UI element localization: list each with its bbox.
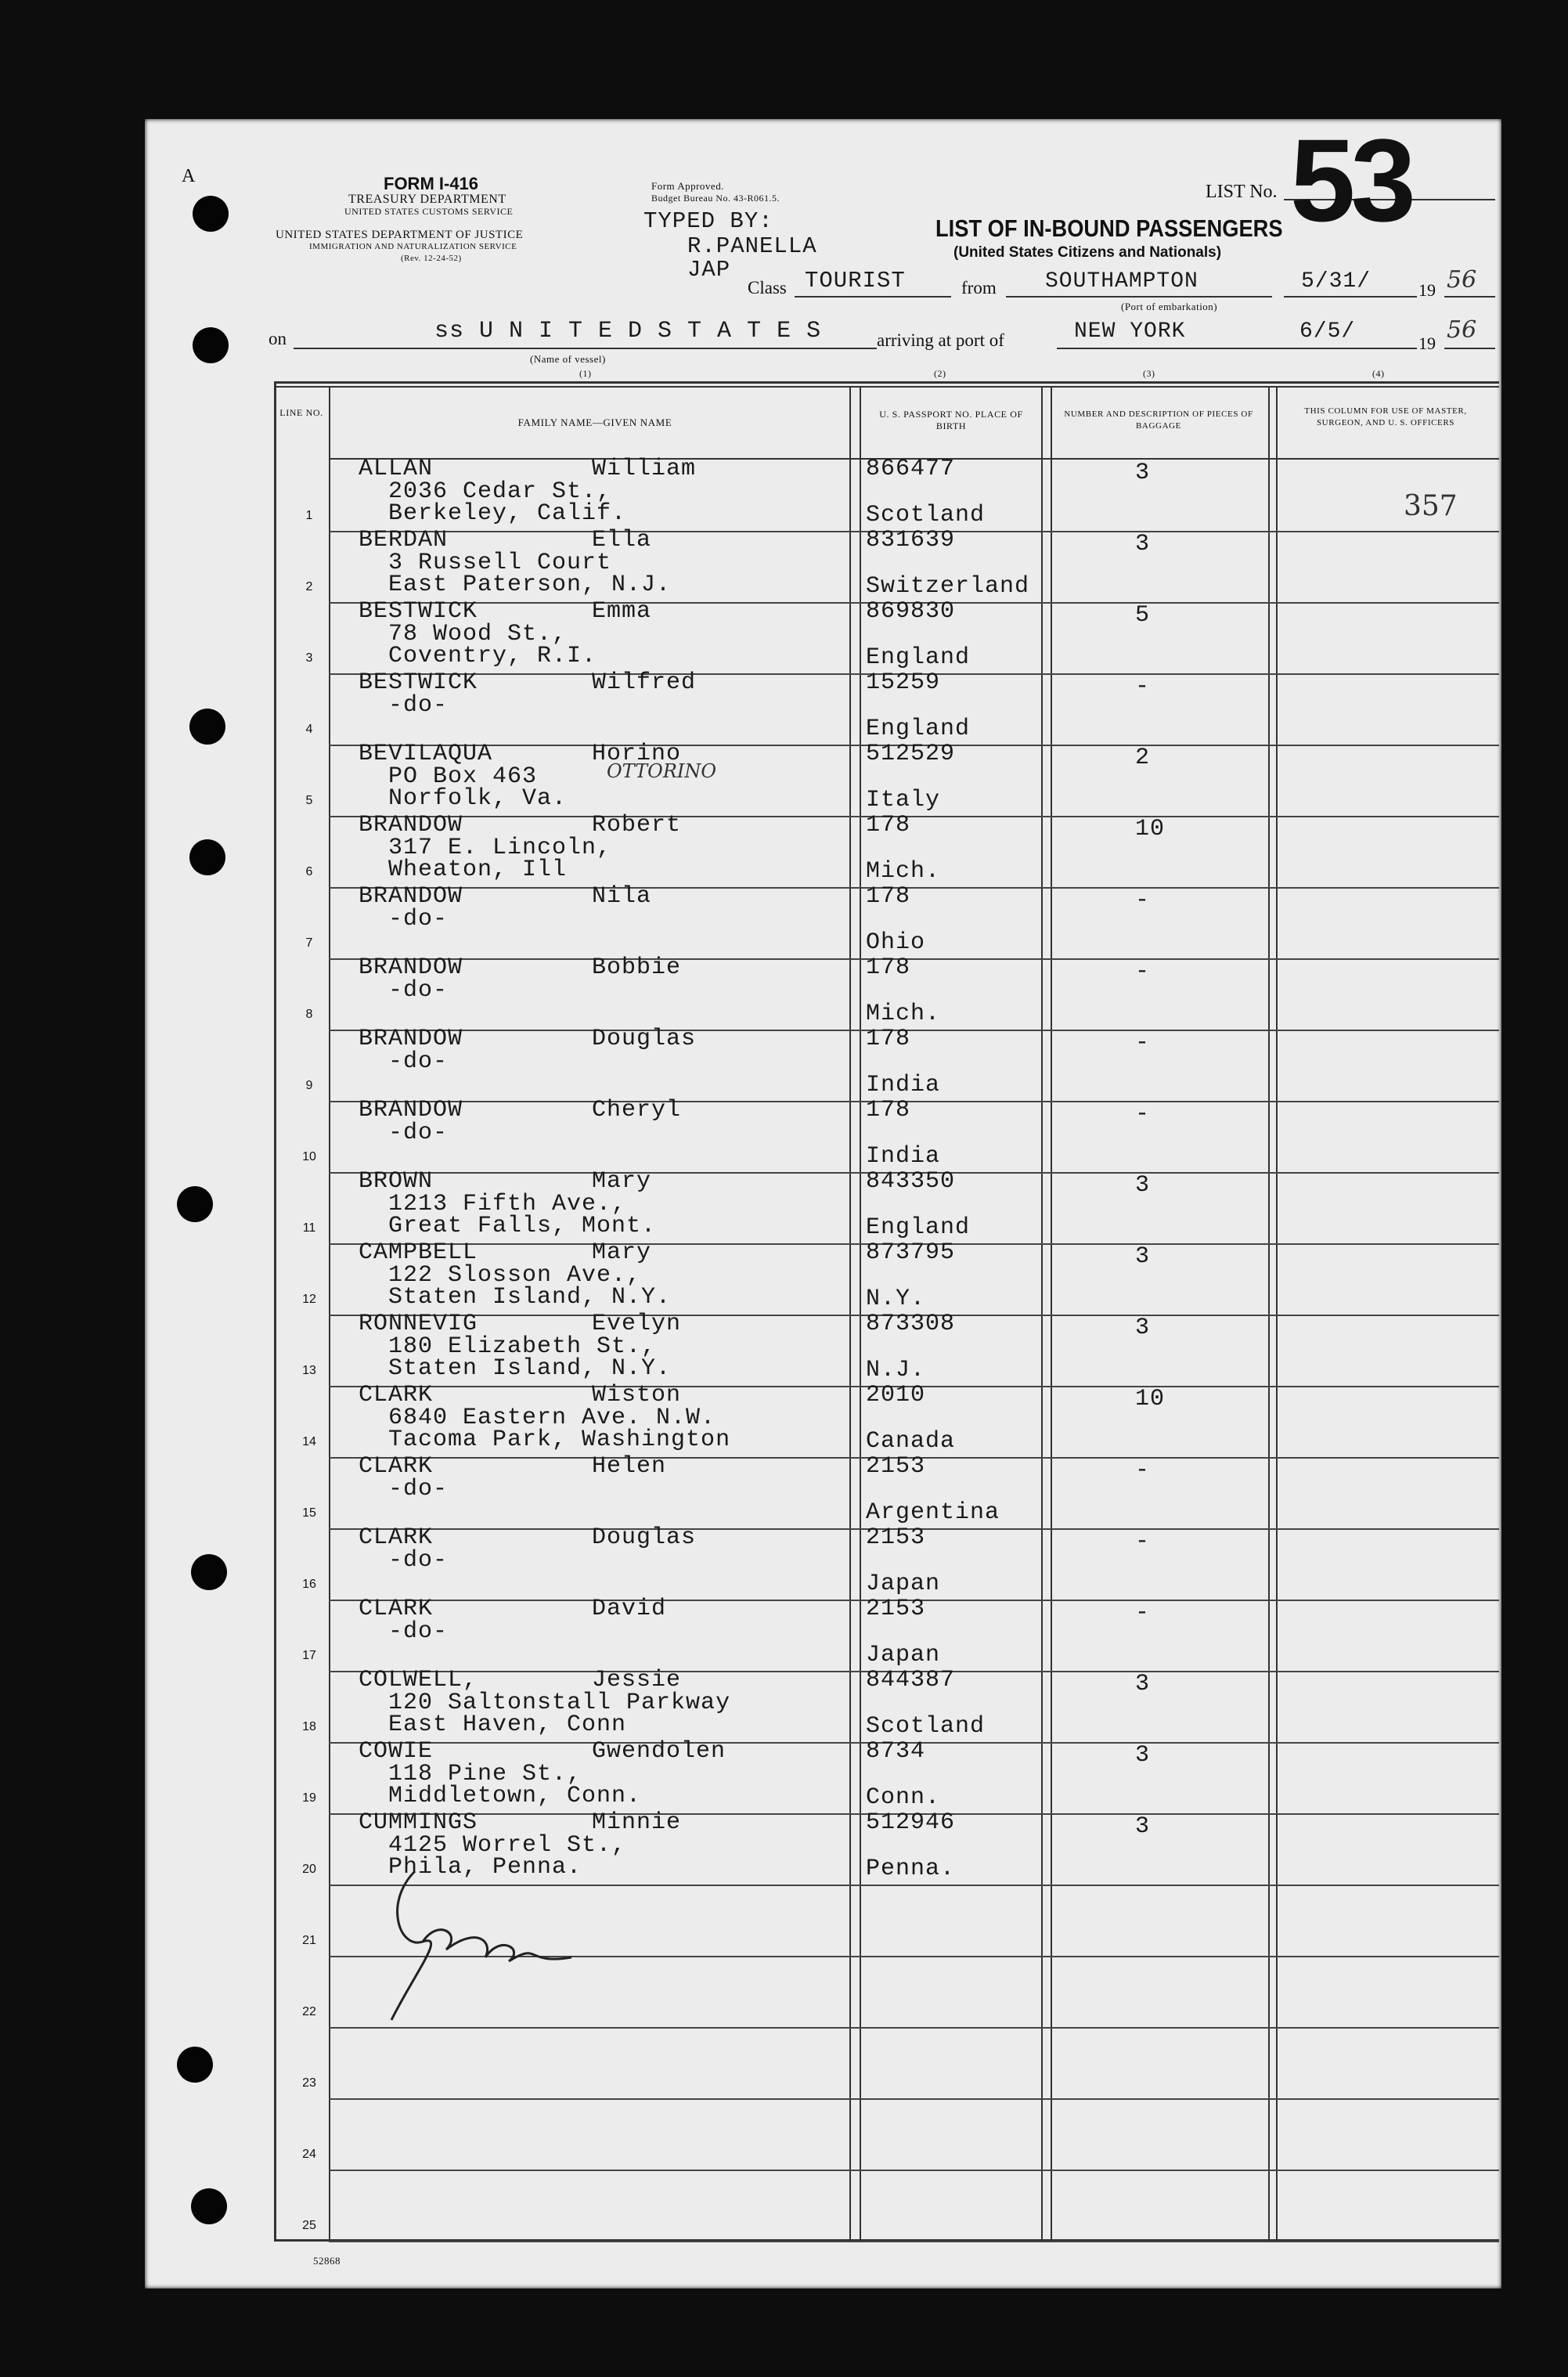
customs-label: UNITED STATES CUSTOMS SERVICE xyxy=(344,206,514,217)
passport-number: 512529 xyxy=(866,741,956,767)
row-divider xyxy=(329,2241,1499,2242)
passport-number: 178 xyxy=(866,954,911,981)
place-of-birth: Switzerland xyxy=(866,573,1030,600)
family-name: CLARK xyxy=(359,1524,434,1551)
baggage-count: 5 xyxy=(1135,602,1151,629)
family-name: BESTWICK xyxy=(359,598,478,625)
line-number: 18 xyxy=(302,1720,316,1733)
passport-number: 2010 xyxy=(866,1382,926,1409)
list-title: LIST OF IN-BOUND PASSENGERS xyxy=(935,215,1283,242)
col-header-baggage: NUMBER AND DESCRIPTION OF PIECES OF BAGGAGE xyxy=(1064,409,1253,431)
given-name: Ella xyxy=(592,527,652,554)
address-line-1: 120 Saltonstall Parkway xyxy=(388,1690,731,1716)
place-of-birth: Mich. xyxy=(866,858,941,885)
passport-number: 512946 xyxy=(866,1809,956,1836)
line-number: 3 xyxy=(305,651,313,665)
col-num-4: (4) xyxy=(1372,368,1385,379)
arrival-year: 56 xyxy=(1447,316,1477,344)
row-divider xyxy=(329,958,1499,960)
col-num-2: (2) xyxy=(934,368,946,379)
passport-number: 2153 xyxy=(866,1524,926,1551)
given-name: Nila xyxy=(592,883,652,910)
address-line-2: Phila, Penna. xyxy=(388,1854,582,1881)
passport-number: 2153 xyxy=(866,1596,926,1622)
justice-label: UNITED STATES DEPARTMENT OF JUSTICE xyxy=(276,229,524,241)
family-name: CLARK xyxy=(359,1453,434,1480)
arrival-date: 6/5/ xyxy=(1299,319,1356,344)
address-line-1: 180 Elizabeth St., xyxy=(388,1333,657,1360)
line-number: 21 xyxy=(302,1934,316,1947)
class-label: Class xyxy=(748,278,787,298)
given-name: William xyxy=(592,456,697,482)
passport-number: 873308 xyxy=(866,1311,956,1337)
passport-number: 8734 xyxy=(866,1738,926,1765)
passport-number: 843350 xyxy=(866,1168,956,1195)
baggage-count: - xyxy=(1135,1600,1151,1626)
list-number: 53 xyxy=(1290,114,1411,246)
place-of-birth: Mich. xyxy=(866,1001,941,1027)
line-number: 6 xyxy=(305,865,313,878)
baggage-count: - xyxy=(1135,1101,1151,1127)
place-of-birth: Japan xyxy=(866,1642,941,1668)
line-number: 8 xyxy=(305,1008,313,1021)
address-line-1: 2036 Cedar St., xyxy=(388,478,612,505)
given-name: Emma xyxy=(592,598,652,625)
line-number: 5 xyxy=(305,794,313,807)
place-of-birth: England xyxy=(866,1214,971,1241)
depart-year: 56 xyxy=(1447,266,1477,294)
col-header-name: FAMILY NAME—GIVEN NAME xyxy=(517,417,672,428)
address-line-1: -do- xyxy=(388,1547,449,1574)
depart-year-prefix: 19 xyxy=(1418,280,1436,300)
baggage-count: 3 xyxy=(1135,1315,1151,1341)
from-label: from xyxy=(961,278,997,298)
given-name: Douglas xyxy=(592,1524,697,1551)
margin-letter: A xyxy=(182,166,196,186)
given-name: Wilfred xyxy=(592,669,697,696)
family-name: BRANDOW xyxy=(359,812,463,839)
family-name: CLARK xyxy=(359,1596,434,1622)
given-name: Jessie xyxy=(592,1667,682,1693)
passport-number: 178 xyxy=(866,883,911,910)
place-of-birth: Scotland xyxy=(866,502,986,528)
line-number: 15 xyxy=(302,1506,316,1520)
family-name: BRANDOW xyxy=(359,1026,463,1052)
address-line-2: East Haven, Conn xyxy=(388,1712,627,1738)
line-number: 22 xyxy=(302,2005,316,2018)
rev-label: (Rev. 12-24-52) xyxy=(401,254,462,263)
given-name: Evelyn xyxy=(592,1311,682,1337)
page-number-handwritten: 357 xyxy=(1404,490,1458,522)
given-name: David xyxy=(592,1596,667,1622)
punch-hole xyxy=(189,839,225,875)
baggage-count: - xyxy=(1135,1528,1151,1555)
place-of-birth: England xyxy=(866,716,971,742)
punch-hole xyxy=(191,1554,227,1590)
place-of-birth: England xyxy=(866,644,971,671)
passport-number: 831639 xyxy=(866,527,956,554)
passport-number: 15259 xyxy=(866,669,941,696)
given-name: Bobbie xyxy=(592,954,682,981)
place-of-birth: Penna. xyxy=(866,1856,956,1882)
address-line-1: PO Box 463 xyxy=(388,763,538,790)
passport-number: 178 xyxy=(866,1097,911,1124)
line-number: 4 xyxy=(305,723,313,736)
address-line-1: 78 Wood St., xyxy=(388,621,568,647)
baggage-count: 3 xyxy=(1135,1742,1151,1769)
line-number: 9 xyxy=(305,1079,313,1092)
baggage-count: 3 xyxy=(1135,1172,1151,1199)
form-paper xyxy=(145,114,1501,2289)
address-line-1: -do- xyxy=(388,692,449,719)
ins-label: IMMIGRATION AND NATURALIZATION SERVICE xyxy=(309,242,517,251)
line-number: 19 xyxy=(302,1791,316,1805)
family-name: ALLAN xyxy=(359,456,434,482)
arrival-year-prefix: 19 xyxy=(1418,334,1436,353)
row-divider xyxy=(329,1101,1499,1102)
line-number: 20 xyxy=(302,1863,316,1876)
line-number: 25 xyxy=(302,2219,316,2232)
place-of-birth: Italy xyxy=(866,787,941,813)
family-name: CAMPBELL xyxy=(359,1239,478,1266)
baggage-count: 3 xyxy=(1135,460,1151,486)
punch-hole xyxy=(193,327,229,363)
family-name: RONNEVIG xyxy=(359,1311,478,1337)
given-name: Horino xyxy=(592,741,682,767)
line-number: 1 xyxy=(305,509,313,522)
line-number: 24 xyxy=(302,2148,316,2161)
address-line-2: East Paterson, N.J. xyxy=(388,572,672,598)
col-header-officers: THIS COLUMN FOR USE OF MASTER, SURGEON, AND U. S. OFFICERS xyxy=(1304,406,1467,427)
place-of-birth: Canada xyxy=(866,1428,956,1455)
baggage-count: - xyxy=(1135,673,1151,700)
punch-hole xyxy=(177,2047,213,2083)
address-line-1: -do- xyxy=(388,906,449,932)
family-name: BROWN xyxy=(359,1168,434,1195)
place-of-birth: Ohio xyxy=(866,929,926,956)
given-name: Helen xyxy=(592,1453,667,1480)
baggage-count: 10 xyxy=(1135,1386,1166,1412)
family-name: CUMMINGS xyxy=(359,1809,478,1836)
col-header-passport: U. S. PASSPORT NO. PLACE OF BIRTH xyxy=(879,409,1023,431)
arrival-port: NEW YORK xyxy=(1074,319,1186,344)
address-line-2: Norfolk, Va. xyxy=(388,785,568,812)
typist-name: R.PANELLA xyxy=(687,233,817,259)
row-divider xyxy=(329,887,1499,889)
port-embark-label: (Port of embarkation) xyxy=(1121,301,1218,312)
address-line-1: 6840 Eastern Ave. N.W. xyxy=(388,1405,716,1431)
punch-hole xyxy=(191,2188,227,2224)
row-divider xyxy=(329,2098,1499,2100)
address-line-2: Middletown, Conn. xyxy=(388,1783,642,1809)
place-of-birth: N.J. xyxy=(866,1357,926,1383)
given-name: Douglas xyxy=(592,1026,697,1052)
address-line-2: Staten Island, N.Y. xyxy=(388,1355,672,1382)
col-header-line-no: LINE NO. xyxy=(279,407,323,418)
baggage-count: - xyxy=(1135,887,1151,914)
baggage-count: 10 xyxy=(1135,816,1166,842)
typist-initials: JAP xyxy=(687,257,731,283)
address-line-1: -do- xyxy=(388,1476,449,1502)
punch-hole xyxy=(189,709,225,745)
passport-number: 844387 xyxy=(866,1667,956,1693)
address-line-2: Staten Island, N.Y. xyxy=(388,1284,672,1311)
line-number: 12 xyxy=(302,1293,316,1306)
baggage-count: - xyxy=(1135,1030,1151,1056)
baggage-count: 3 xyxy=(1135,1243,1151,1270)
passport-number: 2153 xyxy=(866,1453,926,1480)
address-line-2: Wheaton, Ill xyxy=(388,857,568,883)
baggage-count: - xyxy=(1135,958,1151,985)
family-name: BESTWICK xyxy=(359,669,478,696)
line-number: 13 xyxy=(302,1364,316,1377)
family-name: BRANDOW xyxy=(359,1097,463,1124)
family-name: BRANDOW xyxy=(359,883,463,910)
baggage-count: 3 xyxy=(1135,1813,1151,1840)
baggage-count: - xyxy=(1135,1457,1151,1484)
baggage-count: 3 xyxy=(1135,1671,1151,1697)
given-name: Cheryl xyxy=(592,1097,682,1124)
family-name: BRANDOW xyxy=(359,954,463,981)
given-name: Mary xyxy=(592,1239,652,1266)
passport-number: 873795 xyxy=(866,1239,956,1266)
address-line-1: 3 Russell Court xyxy=(388,550,612,576)
budget-label: Budget Bureau No. 43-R061.5. xyxy=(651,193,780,204)
given-name: Minnie xyxy=(592,1809,682,1836)
family-name: BERDAN xyxy=(359,527,449,554)
line-number: 11 xyxy=(302,1221,316,1235)
class-value: TOURIST xyxy=(805,268,906,294)
handwritten-correction: OTTORINO xyxy=(607,760,717,782)
col-num-3: (3) xyxy=(1143,368,1155,379)
line-number: 16 xyxy=(302,1578,316,1591)
place-of-birth: Argentina xyxy=(866,1499,1000,1526)
passport-number: 178 xyxy=(866,812,911,839)
address-line-1: 4125 Worrel St., xyxy=(388,1832,627,1859)
place-of-birth: Scotland xyxy=(866,1713,986,1740)
address-line-1: -do- xyxy=(388,977,449,1004)
given-name: Robert xyxy=(592,812,682,839)
approved-label: Form Approved. xyxy=(651,180,724,192)
from-value: SOUTHAMPTON xyxy=(1045,269,1199,294)
vessel-name: ss U N I T E D S T A T E S xyxy=(434,318,822,344)
family-name: CLARK xyxy=(359,1382,434,1409)
depart-date: 5/31/ xyxy=(1301,269,1372,294)
given-name: Wiston xyxy=(592,1382,682,1409)
place-of-birth: Japan xyxy=(866,1571,941,1597)
address-line-1: -do- xyxy=(388,1618,449,1645)
row-divider xyxy=(329,2170,1499,2171)
given-name: Mary xyxy=(592,1168,652,1195)
line-number: 10 xyxy=(302,1150,316,1163)
passport-number: 178 xyxy=(866,1026,911,1052)
family-name: BEVILAQUA xyxy=(359,741,493,767)
address-line-1: -do- xyxy=(388,1120,449,1146)
address-line-1: 118 Pine St., xyxy=(388,1761,582,1787)
family-name: COWIE xyxy=(359,1738,434,1765)
list-no-label: LIST No. xyxy=(1206,182,1278,202)
typed-by-label: TYPED BY: xyxy=(643,208,773,234)
place-of-birth: Conn. xyxy=(866,1784,941,1811)
list-subtitle: (United States Citizens and Nationals) xyxy=(953,244,1222,261)
row-divider xyxy=(329,816,1499,817)
arriving-label: arriving at port of xyxy=(877,330,1004,350)
on-label: on xyxy=(269,329,287,348)
vessel-label: (Name of vessel) xyxy=(530,353,606,365)
address-line-2: Berkeley, Calif. xyxy=(388,500,627,527)
place-of-birth: India xyxy=(866,1143,941,1170)
passport-number: 866477 xyxy=(866,456,956,482)
address-line-1: -do- xyxy=(388,1048,449,1075)
line-number: 14 xyxy=(302,1435,316,1448)
address-line-1: 317 E. Lincoln, xyxy=(388,835,612,861)
place-of-birth: India xyxy=(866,1072,941,1098)
col-num-1: (1) xyxy=(579,368,592,379)
baggage-count: 2 xyxy=(1135,745,1151,771)
dept-label: TREASURY DEPARTMENT xyxy=(348,193,506,206)
place-of-birth: N.Y. xyxy=(866,1286,926,1312)
line-number: 17 xyxy=(302,1649,316,1662)
address-line-2: Coventry, R.I. xyxy=(388,643,597,669)
line-number: 23 xyxy=(302,2076,316,2090)
form-number: FORM I-416 xyxy=(384,174,479,193)
punch-hole xyxy=(193,196,229,232)
footer-code: 52868 xyxy=(313,2255,341,2267)
baggage-count: 3 xyxy=(1135,531,1151,557)
officer-signature xyxy=(368,1856,603,2036)
passport-number: 869830 xyxy=(866,598,956,625)
address-line-2: Great Falls, Mont. xyxy=(388,1213,657,1239)
address-line-2: Tacoma Park, Washington xyxy=(388,1427,731,1453)
family-name: COLWELL, xyxy=(359,1667,478,1693)
line-number: 2 xyxy=(305,580,313,593)
row-divider xyxy=(329,1030,1499,1031)
punch-hole xyxy=(177,1186,213,1222)
address-line-1: 122 Slosson Ave., xyxy=(388,1262,642,1289)
given-name: Gwendolen xyxy=(592,1738,726,1765)
line-number: 7 xyxy=(305,936,313,950)
address-line-1: 1213 Fifth Ave., xyxy=(388,1191,627,1217)
